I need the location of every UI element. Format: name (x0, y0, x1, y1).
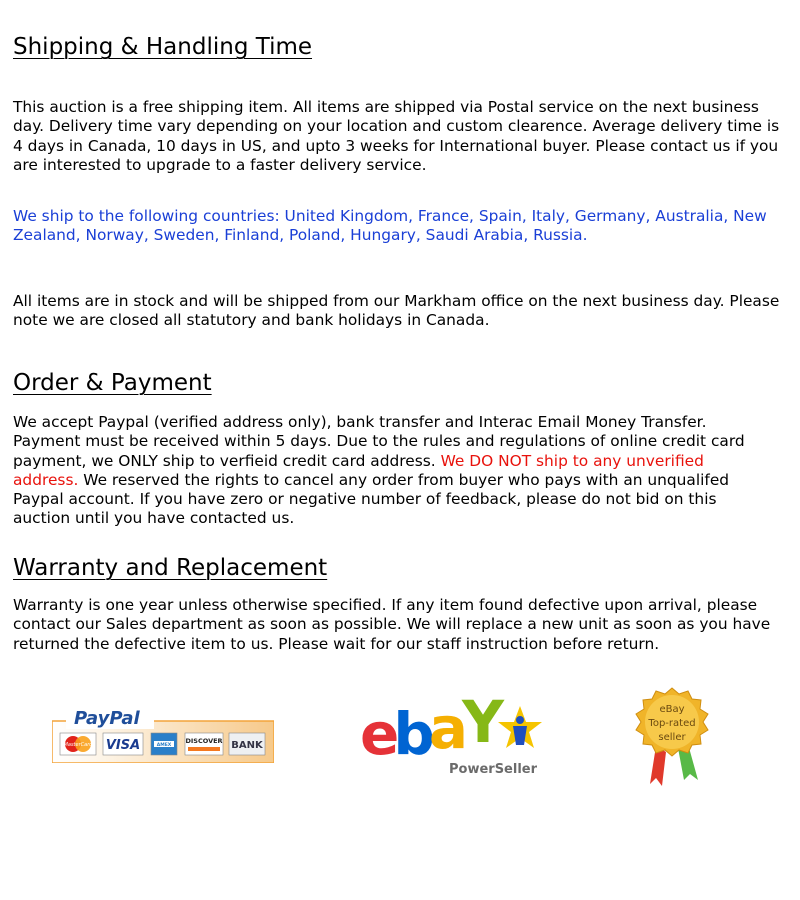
paypal-badge-graphic (52, 705, 274, 763)
powerseller-label: PowerSeller (449, 762, 538, 777)
star-person-icon (498, 706, 542, 748)
top-rated-line1: eBay (659, 704, 685, 715)
top-rated-line2: Top-rated (648, 718, 696, 729)
payment-warning: We DO NOT ship to any unverified address. (13, 451, 704, 489)
stock-paragraph: All items are in stock and will be shipped from our Markham office on the next business day. Please note we are closed all statutory and bank holidays in Canada. (13, 292, 780, 330)
top-rated-seller-badge (632, 686, 712, 790)
svg-text:MasterCard: MasterCard (63, 742, 93, 748)
shipping-countries: We ship to the following countries: United Kingdom, France, Spain, Italy, Germany, Australia, New Zealand, Norway, Sweden, Finland, Poland, Hungary, Saudi Arabia, Russia. (13, 207, 767, 245)
paypal-badge (52, 705, 274, 763)
ebay-logo: ebaY (360, 690, 499, 768)
payment-text-b: We reserved the rights to cancel any order from buyer who pays with an unqualifed Paypal account. If you have zero or negative number of feedback, please do not bid on this auction until you have contacted us. (13, 470, 730, 528)
warranty-heading: Warranty and Replacement (13, 555, 328, 581)
payment-paragraph (13, 413, 773, 529)
top-rated-line3: seller (658, 732, 686, 743)
ebay-powerseller-badge (360, 690, 550, 780)
svg-text:AMEX: AMEX (156, 743, 172, 748)
payment-heading: Order & Payment (13, 370, 212, 396)
bank-icon (229, 733, 265, 755)
visa-icon (103, 733, 143, 755)
svg-text:BANK: BANK (231, 740, 263, 751)
mastercard-icon (60, 733, 96, 755)
svg-text:DISCOVER: DISCOVER (185, 737, 223, 745)
svg-text:VISA: VISA (105, 738, 141, 753)
paypal-logo: PayPal (74, 708, 140, 729)
warranty-paragraph: Warranty is one year unless otherwise specified. If any item found defective upon arrival, please contact our Sales department as soon as possible. We will replace a new unit as soon as you have returned the defective item to us. Please wait for our staff instruction before return. (13, 596, 771, 653)
ebay-badge-graphic (360, 690, 550, 780)
discover-icon (185, 733, 223, 755)
top-rated-graphic (632, 686, 712, 790)
shipping-paragraph: This auction is a free shipping item. All items are shipped via Postal service on the next business day. Delivery time vary depending on your location and custom clearence. Average delivery time is 4 days in Canada, 10 days in US, and upto 3 weeks for International buyer. Please contact us if you are interested to upgrade to a faster delivery service. (13, 98, 780, 174)
amex-icon (151, 733, 177, 755)
payment-text-a: We accept Paypal (verified address only), bank transfer and Interac Email Money Transfer. Payment must be received within 5 days. Due to the rules and regulations of online credit card payment, we ONLY ship to verfieid credit card address. (13, 413, 745, 470)
shipping-heading: Shipping & Handling Time (13, 34, 313, 60)
